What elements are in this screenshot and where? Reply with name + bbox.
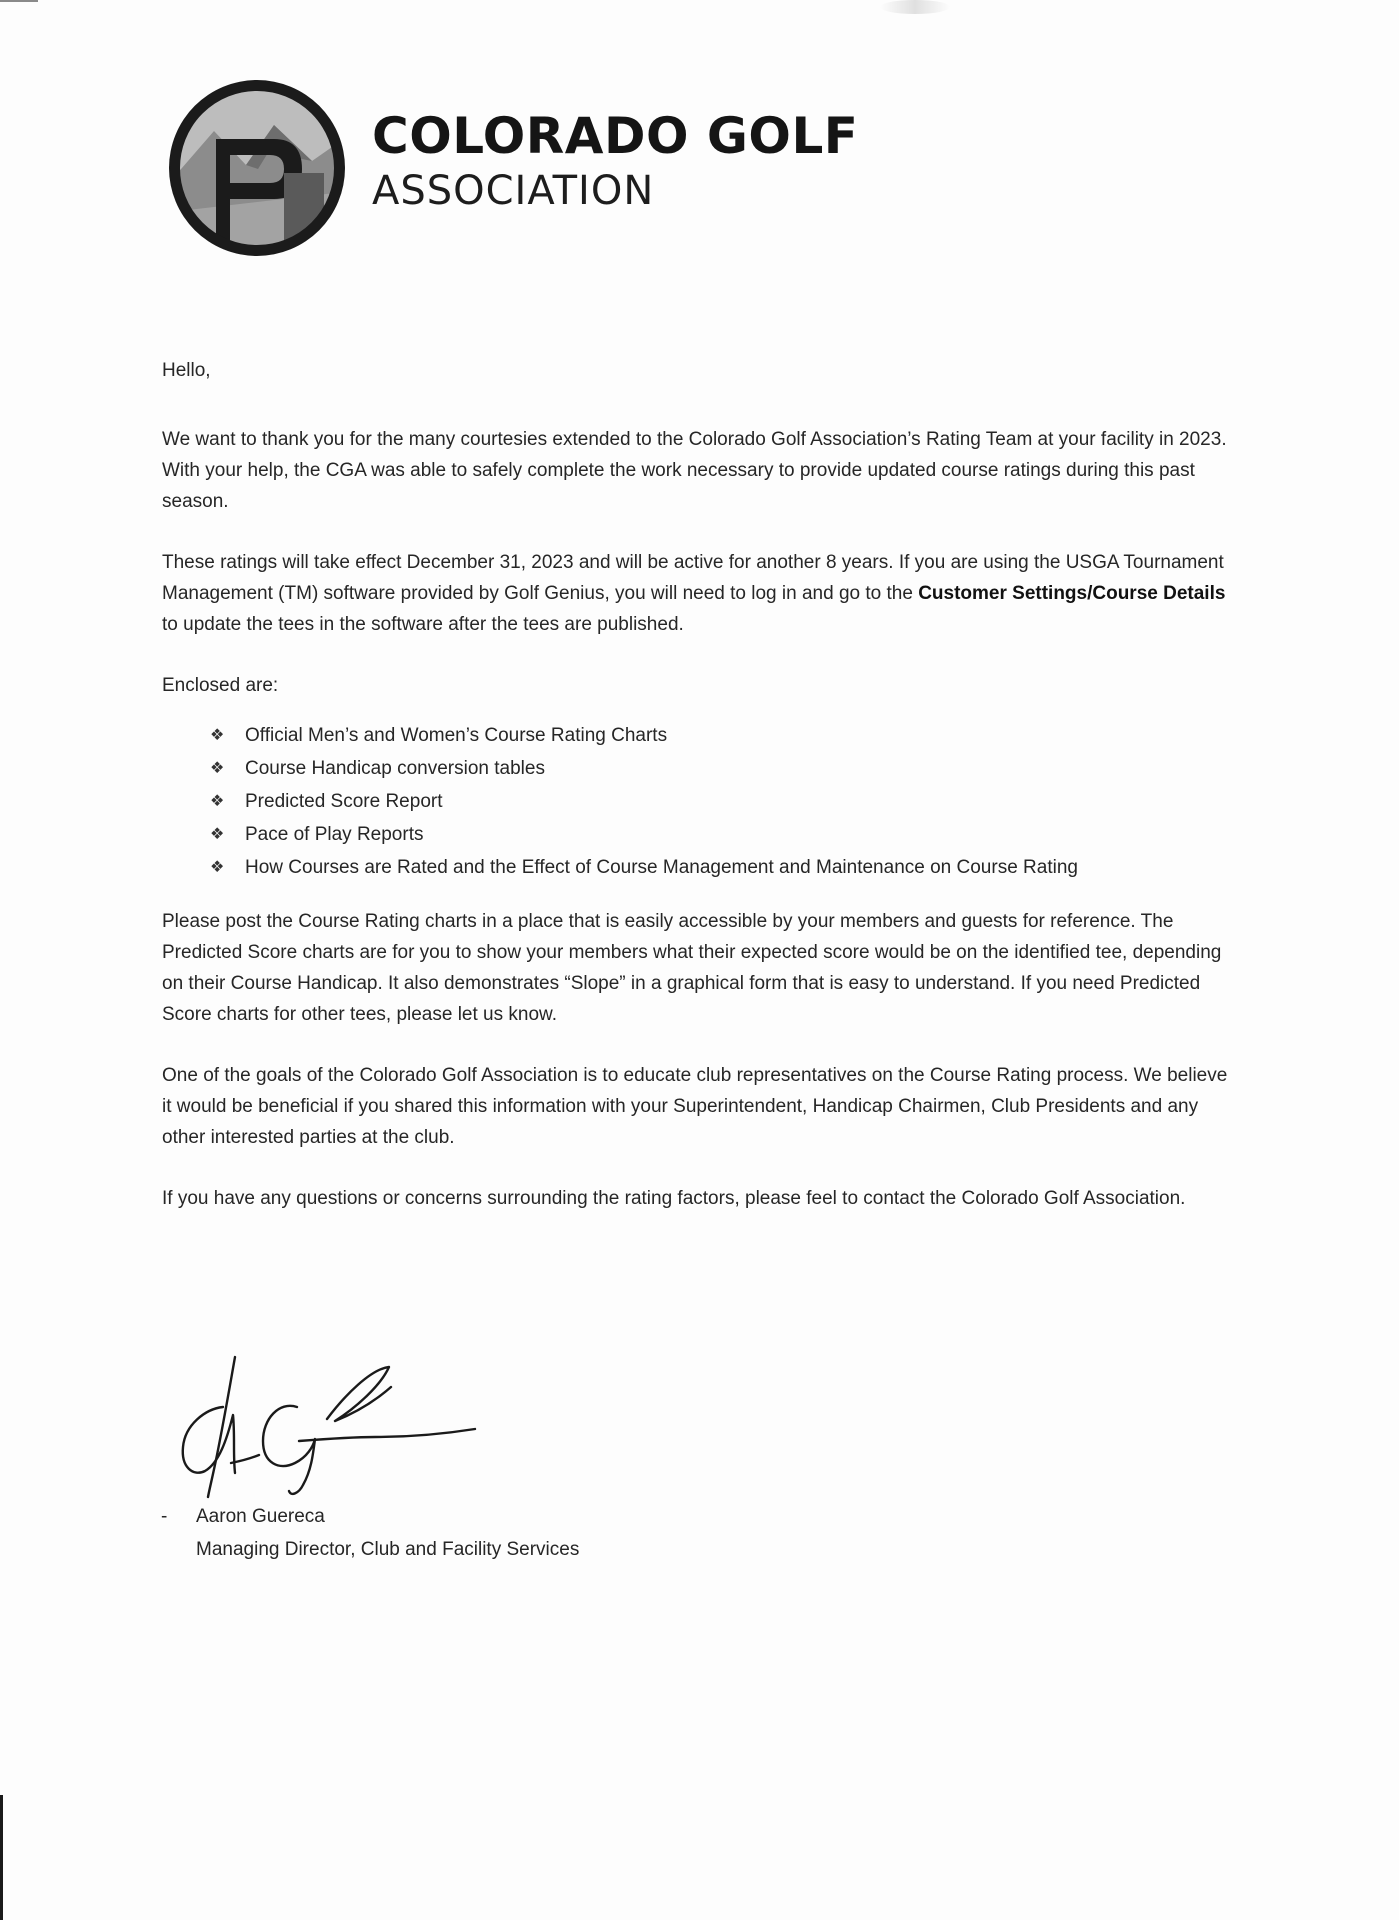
customer-settings-emphasis: Customer Settings/Course Details <box>918 583 1226 604</box>
mountain-flag-emblem-icon <box>162 73 352 263</box>
four-diamond-bullet-icon: ❖ <box>210 826 225 843</box>
scan-mark-top <box>0 0 38 2</box>
enclosed-intro: Enclosed are: <box>162 675 279 696</box>
four-diamond-bullet-icon: ❖ <box>210 793 225 810</box>
list-item <box>210 719 1242 752</box>
organization-name <box>372 107 859 214</box>
scan-smudge <box>880 0 950 14</box>
paragraph-thanks: We want to thank you for the many courtesies extended to the Colorado Golf Association’s Rating Team at your facility in 2023. With your help, the CGA was able to safely complete the work necessary to provide updated course ratings during this past season. <box>162 429 1227 512</box>
signatory-name: Aaron Guereca <box>196 1506 325 1527</box>
signatory-title: Managing Director, Club and Facility Services <box>196 1539 580 1560</box>
organization-name-line2: ASSOCIATION <box>372 168 655 214</box>
paragraph-ratings-text-start: These ratings will take effect December 31, 2023 and will be active for another 8 years. If you are using the USGA Tournament Management (TM) software provided by Golf Genius, you will need to log in and go to the <box>162 552 1224 604</box>
paragraph-post-charts: Please post the Course Rating charts in a place that is easily accessible by your members and guests for reference. The Predicted Score charts are for you to show your members what their expected score would be on the identified tee, depending on their Course Handicap. It also demonstrates “Slope” in a graphical form that is easy to understand. If you need Predicted Score charts for other tees, please let us know. <box>162 911 1222 1025</box>
letterhead-logo <box>162 73 882 263</box>
four-diamond-bullet-icon: ❖ <box>210 727 225 744</box>
paragraph-education-goal: One of the goals of the Colorado Golf Association is to educate club representatives on the Course Rating process. We believe it would be beneficial if you shared this information with your Superintendent, Handicap Chairmen, Club Presidents and any other interested parties at the club. <box>162 1065 1228 1148</box>
list-item <box>210 752 1242 785</box>
enclosed-list <box>162 719 1242 884</box>
list-item-text: Official Men’s and Women’s Course Rating Charts <box>245 725 668 746</box>
list-item-text: Course Handicap conversion tables <box>245 758 545 779</box>
list-item <box>210 785 1242 818</box>
list-item-text: Pace of Play Reports <box>245 824 424 845</box>
four-diamond-bullet-icon: ❖ <box>210 859 225 876</box>
paragraph-ratings-text-end: to update the tees in the software after the tees are published. <box>162 614 684 635</box>
list-item-text: How Courses are Rated and the Effect of Course Management and Maintenance on Course Rating <box>245 857 1078 878</box>
letter-body <box>162 355 1242 1244</box>
organization-name-line1: COLORADO GOLF <box>372 107 859 165</box>
greeting: Hello, <box>162 360 211 381</box>
four-diamond-bullet-icon: ❖ <box>210 760 225 777</box>
signatory-block <box>161 1500 580 1566</box>
list-item-text: Predicted Score Report <box>245 791 443 812</box>
scan-mark-left <box>0 1795 3 1920</box>
signature-dash: - <box>161 1506 168 1527</box>
paragraph-ratings-effective <box>162 547 1242 640</box>
list-item <box>210 818 1242 851</box>
paragraph-contact: If you have any questions or concerns surrounding the rating factors, please feel to contact the Colorado Golf Association. <box>162 1188 1186 1209</box>
handwritten-signature <box>175 1355 515 1505</box>
list-item <box>210 851 1242 884</box>
